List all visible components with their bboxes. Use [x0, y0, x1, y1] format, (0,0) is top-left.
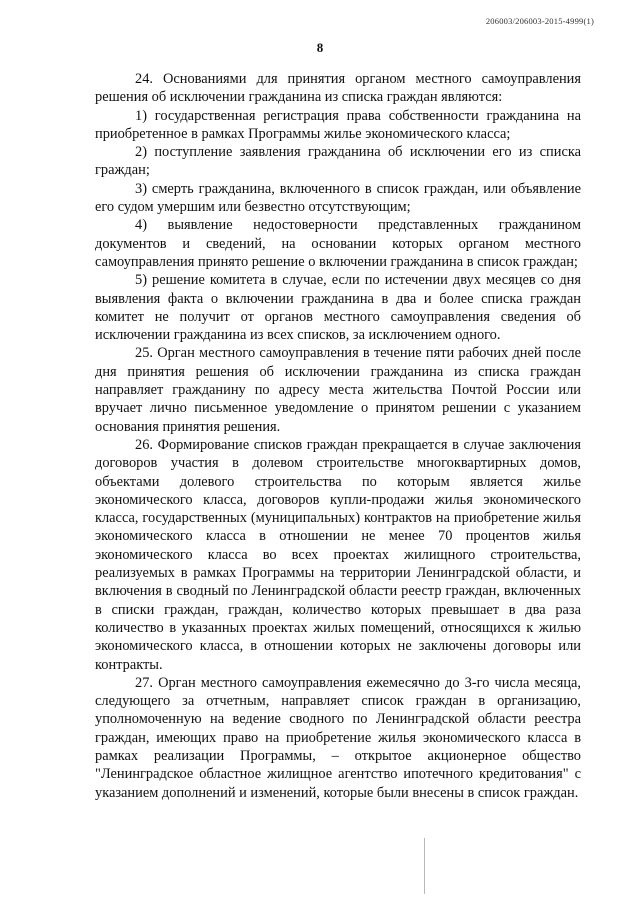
document-id: 206003/206003-2015-4999(1): [485, 16, 594, 26]
paragraph-24-item-3: 3) смерть гражданина, включенного в список граждан, или объявление его судом умершим или безвестно отсутствующим;: [95, 180, 581, 216]
paragraph-25: 25. Орган местного самоуправления в течение пяти рабочих дней после дня принятия решения об исключении гражданина из списка граждан направляет гражданину по адресу места жительства Почтой России или вручает лично письменное уведомление о принятом решении с указанием основания принятия решения.: [95, 345, 581, 435]
paragraph-26: 26. Формирование списков граждан прекращается в случае заключения договоров участия в долевом строительстве многоквартирных домов, объектами долевого строительства по которым является жилье экономического класса, договоров купли-продажи жилья экономического класса, государственных (муниципальных) контрактов на приобретение жилья экономического класса в отношении не менее 70 процентов жилья экономического класса во всех проектах жилищного строительства, реализуемых в рамках Программы на территории Ленинградской области, и включения в сводный по Ленинградской области реестр граждан, включенных в списки граждан, граждан, количество которых превышает в два раза количество в указанных проектах жилых помещений, относящихся к жилью экономического класса, в отношении которых не заключены договоры или контракты.: [95, 436, 581, 673]
paragraph-24-item-1: 1) государственная регистрация права собственности гражданина на приобретенное в рамках Программы жилье экономического класса;: [95, 107, 581, 142]
page-number: 8: [316, 40, 324, 55]
margin-scan-line: [424, 838, 425, 894]
paragraph-27: 27. Орган местного самоуправления ежемесячно до 3-го числа месяца, следующего за отчетным, направляет список граждан в организацию, уполномоченную на ведение сводного по Ленинградской области реестра граждан, имеющих право на приобретение жилья экономического класса в рамках реализации Программы, – открытое акционерное общество "Ленинградское областное жилищное агентство ипотечного кредитования" с указанием дополнений и изменений, которые были внесены в список граждан.: [95, 674, 581, 801]
paragraph-24-item-5: 5) решение комитета в случае, если по истечении двух месяцев со дня выявления факта о включении гражданина в два и более списка граждан комитет не получит от органов местного самоуправления сведения об исключении гражданина из всех списков, за исключением одного.: [95, 272, 581, 344]
paragraph-24-item-4: 4) выявление недостоверности представленных гражданином документов и сведений, на основании которых органом местного самоуправления принято решение о включении гражданина в список граждан;: [95, 217, 581, 270]
paragraph-24-item-2: 2) поступление заявления гражданина об исключении его из списка граждан;: [95, 144, 581, 179]
paragraph-24: 24. Основаниями для принятия органом местного самоуправления решения об исключении гражданина из списка граждан являются:: [95, 71, 581, 106]
document-body: [95, 70, 581, 802]
